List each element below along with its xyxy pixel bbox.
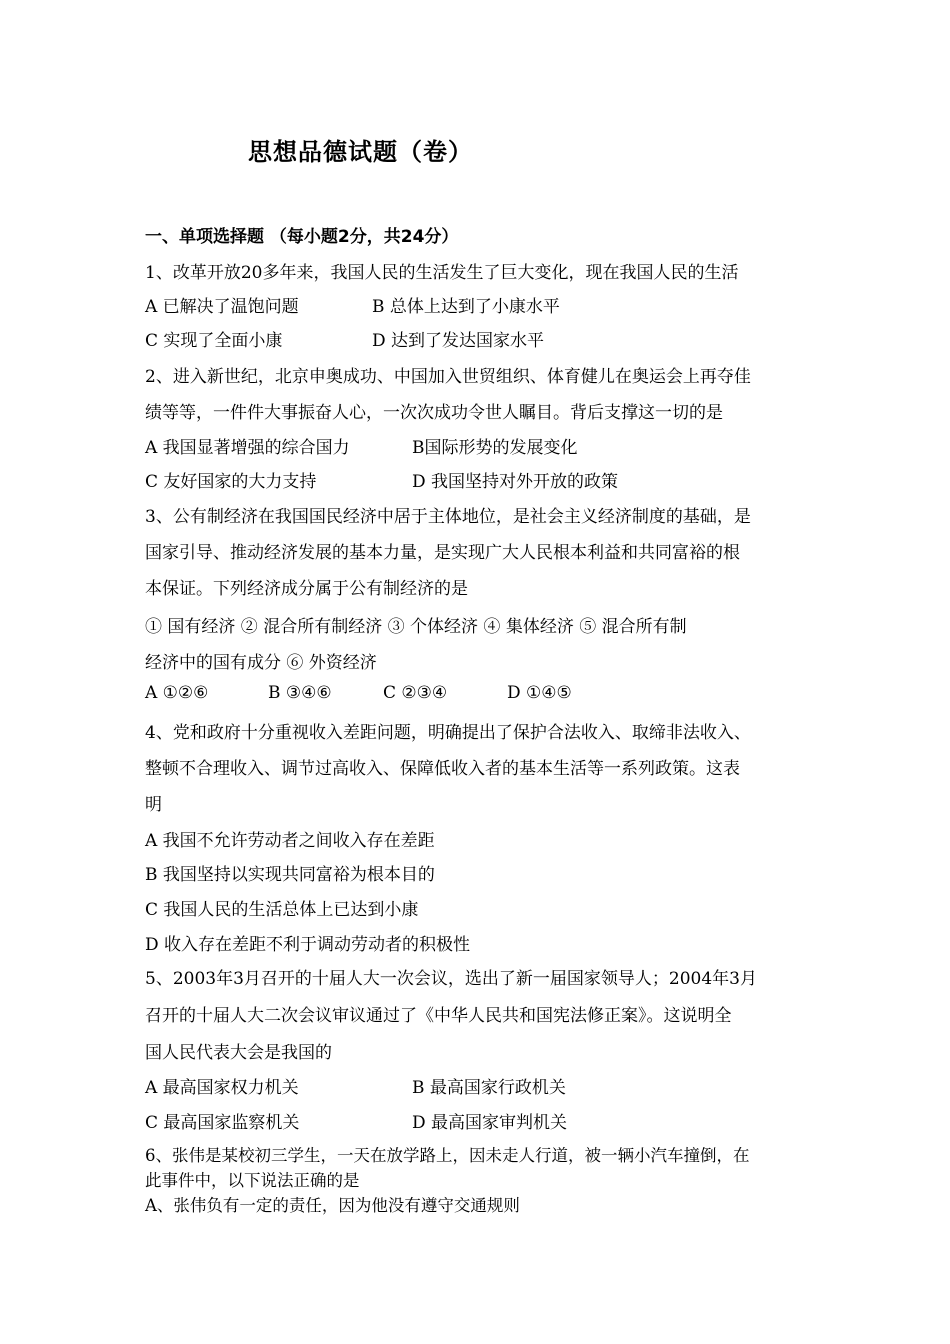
question-5-stem-line-1: 5、2003年3月召开的十届人大一次会议，选出了新一届国家领导人；2004年3月 xyxy=(145,969,757,989)
question-1-option-a: A 已解决了温饱问题 xyxy=(145,297,299,317)
question-5-option-d: D 最高国家审判机关 xyxy=(412,1113,568,1133)
question-3-option-c: C ②③④ xyxy=(383,683,448,703)
question-4-option-b: B 我国坚持以实现共同富裕为根本目的 xyxy=(145,865,435,885)
question-1-option-d: D 达到了发达国家水平 xyxy=(372,331,545,351)
question-3-stem-line-1: 3、公有制经济在我国国民经济中居于主体地位，是社会主义经济制度的基础，是 xyxy=(145,507,751,527)
question-4-stem-line-3: 明 xyxy=(145,795,162,815)
question-4-option-a: A 我国不允许劳动者之间收入存在差距 xyxy=(145,831,435,851)
question-3-stem-line-2: 国家引导、推动经济发展的基本力量，是实现广大人民根本利益和共同富裕的根 xyxy=(145,543,740,563)
question-3-stem-line-3: 本保证。下列经济成分属于公有制经济的是 xyxy=(145,579,468,599)
question-5-stem-line-2: 召开的十届人大二次会议审议通过了《中华人民共和国宪法修正案》。这说明全 xyxy=(145,1006,732,1026)
question-2-stem-line-1: 2、进入新世纪，北京申奥成功、中国加入世贸组织、体育健儿在奥运会上再夺佳 xyxy=(145,367,751,387)
question-2-option-d: D 我国坚持对外开放的政策 xyxy=(412,472,619,492)
question-2-option-c: C 友好国家的大力支持 xyxy=(145,472,317,492)
question-1-stem: 1、改革开放20多年来，我国人民的生活发生了巨大变化，现在我国人民的生活 xyxy=(145,263,739,283)
question-1-option-b: B 总体上达到了小康水平 xyxy=(372,297,560,317)
question-4-option-c: C 我国人民的生活总体上已达到小康 xyxy=(145,900,419,920)
question-2-option-b: B国际形势的发展变化 xyxy=(412,438,578,458)
question-4-option-d: D 收入存在差距不利于调动劳动者的积极性 xyxy=(145,935,471,955)
question-4-stem-line-2: 整顿不合理收入、调节过高收入、保障低收入者的基本生活等一系列政策。这表 xyxy=(145,759,740,779)
question-3-items-line-2: 经济中的国有成分 ⑥ 外资经济 xyxy=(145,653,377,673)
question-2-option-a: A 我国显著增强的综合国力 xyxy=(145,438,350,458)
question-1-option-c: C 实现了全面小康 xyxy=(145,331,283,351)
question-3-option-d: D ①④⑤ xyxy=(507,683,572,703)
page-title: 思想品德试题（卷） xyxy=(248,138,473,166)
section-heading: 一、单项选择题 （每小题2分，共24分） xyxy=(145,227,459,247)
question-5-option-c: C 最高国家监察机关 xyxy=(145,1113,300,1133)
question-3-items-line-1: ① 国有经济 ② 混合所有制经济 ③ 个体经济 ④ 集体经济 ⑤ 混合所有制 xyxy=(145,617,687,637)
question-4-stem-line-1: 4、党和政府十分重视收入差距问题，明确提出了保护合法收入、取缔非法收入、 xyxy=(145,723,751,743)
question-2-stem-line-2: 绩等等，一件件大事振奋人心，一次次成功令世人瞩目。背后支撑这一切的是 xyxy=(145,403,723,423)
question-3-option-a: A ①②⑥ xyxy=(145,683,209,703)
question-3-option-b: B ③④⑥ xyxy=(268,683,332,703)
question-5-option-b: B 最高国家行政机关 xyxy=(412,1078,566,1098)
question-6-stem-line-1: 6、张伟是某校初三学生，一天在放学路上，因未走人行道，被一辆小汽车撞倒，在 xyxy=(145,1146,750,1165)
question-5-option-a: A 最高国家权力机关 xyxy=(145,1078,299,1098)
question-6-stem-line-2: 此事件中，以下说法正确的是 xyxy=(145,1171,360,1190)
question-5-stem-line-3: 国人民代表大会是我国的 xyxy=(145,1043,332,1063)
question-6-option-a: A、张伟负有一定的责任，因为他没有遵守交通规则 xyxy=(145,1196,520,1215)
